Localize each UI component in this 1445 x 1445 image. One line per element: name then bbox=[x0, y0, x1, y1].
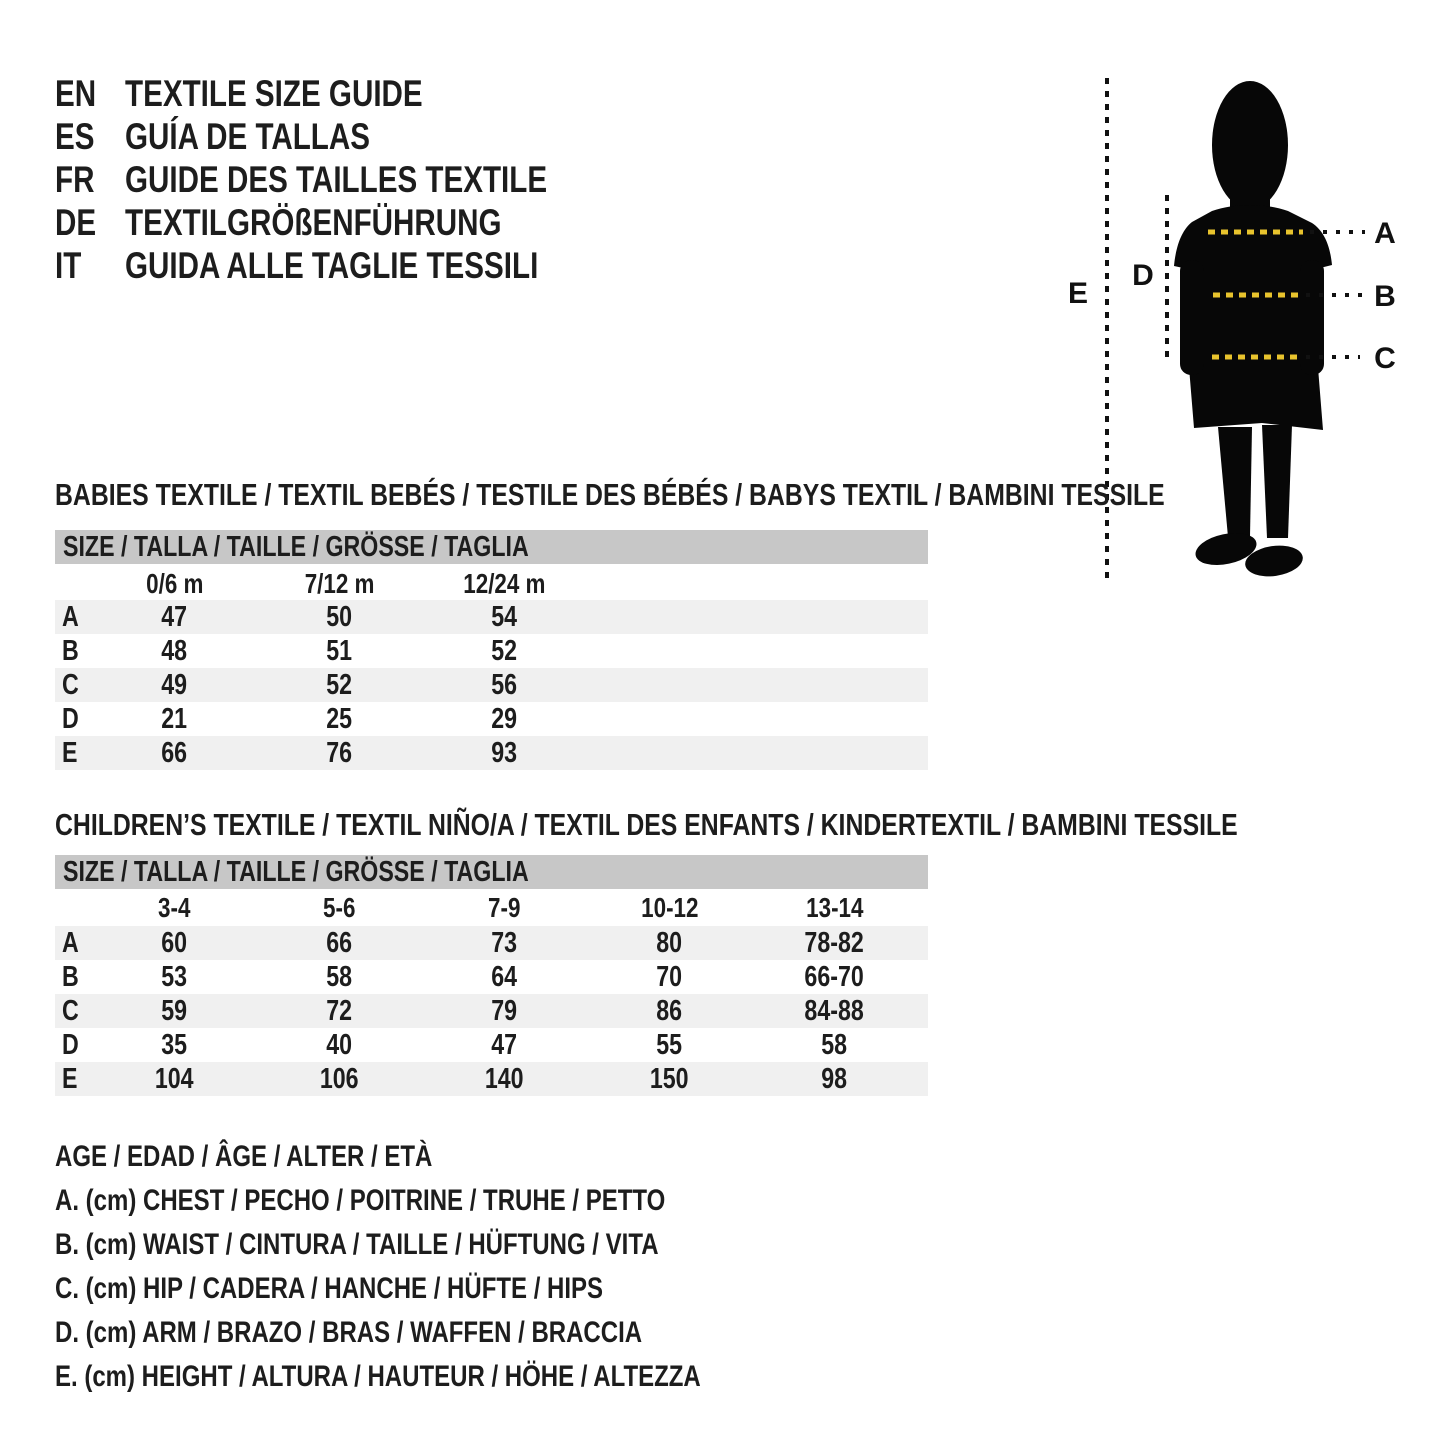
cell-value: 104 bbox=[155, 1062, 194, 1095]
cell-value: 58 bbox=[821, 1028, 848, 1061]
cell-value: 98 bbox=[821, 1062, 848, 1095]
row-label: C bbox=[62, 994, 79, 1027]
lang-code-de: DE bbox=[55, 201, 97, 243]
cell-value: 73 bbox=[491, 926, 518, 959]
lang-title-de: TEXTILGRÖßENFÜHRUNG bbox=[125, 201, 502, 243]
cell-value: 80 bbox=[656, 926, 683, 959]
lang-title-es: GUÍA DE TALLAS bbox=[125, 115, 371, 157]
cell-value: 48 bbox=[161, 634, 188, 667]
cell-value: 35 bbox=[161, 1028, 188, 1061]
row-label: B bbox=[62, 960, 79, 993]
cell-value: 52 bbox=[326, 668, 353, 701]
babies-table-title-text: BABIES TEXTILE / TEXTIL BEBÉS / TESTILE DES BÉBÉS / BABYS TEXTIL / BAMBINI TESSILE bbox=[55, 477, 1165, 512]
cell-value: 70 bbox=[656, 960, 683, 993]
cell-value: 79 bbox=[491, 994, 518, 1027]
column-header: 7/12 m bbox=[304, 568, 375, 599]
cell-value: 84-88 bbox=[804, 994, 865, 1027]
row-label: D bbox=[62, 1028, 79, 1061]
legend-line-age bbox=[55, 1135, 862, 1179]
cell-value: 29 bbox=[491, 702, 518, 735]
table-row bbox=[55, 926, 928, 960]
legend-text: AGE / EDAD / ÂGE / ALTER / ETÀ bbox=[55, 1140, 433, 1173]
lang-code-en: EN bbox=[55, 72, 97, 114]
babies-size-header-text: SIZE / TALLA / TAILLE / GRÖSSE / TAGLIA bbox=[63, 531, 529, 563]
table-row bbox=[55, 702, 928, 736]
cell-value: 54 bbox=[491, 600, 518, 633]
cell-value: 66 bbox=[326, 926, 353, 959]
cell-value: 106 bbox=[320, 1062, 359, 1095]
cell-value: 150 bbox=[650, 1062, 689, 1095]
legend-text: D. (cm) ARM / BRAZO / BRAS / WAFFEN / BRACCIA bbox=[55, 1316, 643, 1349]
measure-label-b: B bbox=[1374, 280, 1396, 313]
table-row bbox=[55, 600, 928, 634]
measure-label-e: E bbox=[1067, 277, 1089, 310]
lang-title-fr: GUIDE DES TAILLES TEXTILE bbox=[125, 158, 548, 200]
measurement-legend bbox=[55, 1135, 862, 1399]
legend-text: E. (cm) HEIGHT / ALTURA / HAUTEUR / HÖHE / ALTEZZA bbox=[55, 1360, 701, 1393]
table-row bbox=[55, 960, 928, 994]
table-row bbox=[55, 634, 928, 668]
cell-value: 21 bbox=[161, 702, 188, 735]
cell-value: 140 bbox=[485, 1062, 524, 1095]
row-label: D bbox=[62, 702, 79, 735]
measure-label-c: C bbox=[1374, 342, 1396, 375]
cell-value: 56 bbox=[491, 668, 518, 701]
cell-value: 25 bbox=[326, 702, 353, 735]
table-row bbox=[55, 668, 928, 702]
cell-value: 53 bbox=[161, 960, 188, 993]
cell-value: 66 bbox=[161, 736, 188, 769]
children-size-header-text: SIZE / TALLA / TAILLE / GRÖSSE / TAGLIA bbox=[63, 856, 529, 888]
measure-label-a: A bbox=[1374, 217, 1396, 250]
table-row bbox=[55, 1062, 928, 1096]
row-label: B bbox=[62, 634, 79, 667]
language-header bbox=[55, 72, 653, 287]
column-header: 0/6 m bbox=[145, 568, 204, 599]
legend-line-arm bbox=[55, 1311, 862, 1355]
cell-value: 51 bbox=[326, 634, 353, 667]
cell-value: 59 bbox=[161, 994, 188, 1027]
lang-row-it bbox=[55, 244, 653, 287]
legend-line-height bbox=[55, 1355, 862, 1399]
column-header: 12/24 m bbox=[463, 568, 546, 599]
children-table-title-text: CHILDREN’S TEXTILE / TEXTIL NIÑO/A / TEXTIL DES ENFANTS / KINDERTEXTIL / BAMBINI TESSILE bbox=[55, 807, 1238, 842]
row-label: E bbox=[62, 736, 78, 769]
legend-text: C. (cm) HIP / CADERA / HANCHE / HÜFTE / HIPS bbox=[55, 1272, 604, 1305]
row-label: C bbox=[62, 668, 79, 701]
babies-table-title bbox=[55, 478, 1442, 512]
cell-value: 52 bbox=[491, 634, 518, 667]
column-header: 7-9 bbox=[488, 892, 521, 923]
legend-line-hip bbox=[55, 1267, 862, 1311]
lang-title-it: GUIDA ALLE TAGLIE TESSILI bbox=[125, 244, 539, 286]
legend-line-waist bbox=[55, 1223, 862, 1267]
children-table bbox=[55, 807, 1238, 1108]
cell-value: 72 bbox=[326, 994, 353, 1027]
children-column-headers bbox=[55, 892, 928, 924]
table-row bbox=[55, 994, 928, 1028]
legend-text: B. (cm) WAIST / CINTURA / TAILLE / HÜFTUNG / VITA bbox=[55, 1228, 659, 1261]
measure-label-d: D bbox=[1132, 259, 1154, 292]
cell-value: 55 bbox=[656, 1028, 683, 1061]
cell-value: 49 bbox=[161, 668, 188, 701]
babies-size-header-bar bbox=[55, 530, 928, 564]
children-table-title bbox=[55, 808, 1445, 842]
measurement-diagram bbox=[1040, 55, 1440, 595]
babies-column-headers bbox=[55, 568, 928, 600]
lang-row-fr bbox=[55, 158, 653, 201]
cell-value: 50 bbox=[326, 600, 353, 633]
column-header: 3-4 bbox=[158, 892, 191, 923]
cell-value: 78-82 bbox=[804, 926, 865, 959]
table-row bbox=[55, 1028, 928, 1062]
legend-text: A. (cm) CHEST / PECHO / POITRINE / TRUHE / PETTO bbox=[55, 1184, 666, 1217]
lang-row-en bbox=[55, 72, 653, 115]
children-size-header-bar bbox=[55, 855, 928, 889]
row-label: A bbox=[62, 926, 79, 959]
cell-value: 47 bbox=[161, 600, 188, 633]
cell-value: 66-70 bbox=[804, 960, 865, 993]
spacer-cell bbox=[55, 892, 92, 924]
cell-value: 76 bbox=[326, 736, 353, 769]
lang-code-fr: FR bbox=[55, 158, 95, 200]
cell-value: 93 bbox=[491, 736, 518, 769]
babies-table bbox=[55, 477, 1165, 778]
cell-value: 60 bbox=[161, 926, 188, 959]
table-row bbox=[55, 736, 928, 770]
lang-row-de bbox=[55, 201, 653, 244]
lang-row-es bbox=[55, 115, 653, 158]
lang-code-es: ES bbox=[55, 115, 95, 157]
cell-value: 58 bbox=[326, 960, 353, 993]
legend-line-chest bbox=[55, 1179, 862, 1223]
cell-value: 64 bbox=[491, 960, 518, 993]
cell-value: 40 bbox=[326, 1028, 353, 1061]
spacer-cell bbox=[55, 568, 92, 600]
cell-value: 86 bbox=[656, 994, 683, 1027]
column-header: 10-12 bbox=[640, 892, 699, 923]
lang-code-it: IT bbox=[55, 244, 82, 286]
column-header: 5-6 bbox=[323, 892, 356, 923]
row-label: A bbox=[62, 600, 79, 633]
column-header: 13-14 bbox=[805, 892, 864, 923]
cell-value: 47 bbox=[491, 1028, 518, 1061]
row-label: E bbox=[62, 1062, 78, 1095]
lang-title-en: TEXTILE SIZE GUIDE bbox=[125, 72, 423, 114]
